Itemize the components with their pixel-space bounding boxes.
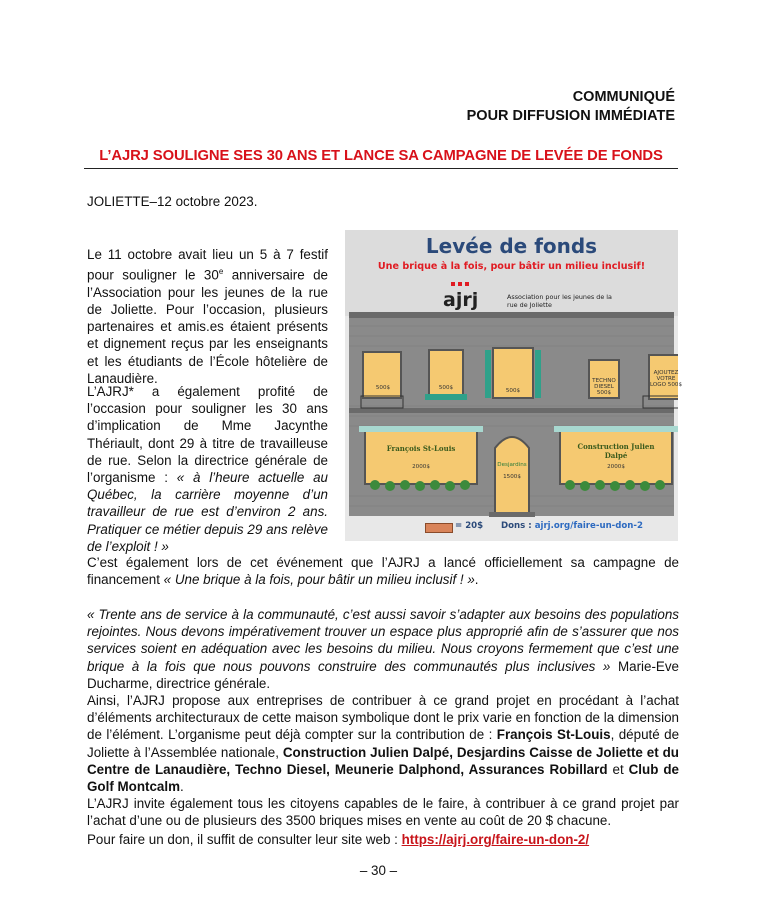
ajrj-logo: ajrj bbox=[443, 289, 479, 311]
paragraph-4-quote: « Trente ans de service à la communauté, c’est aussi savoir s’adapter aux besoins des populations rejointes. Nous devons impérativement trouver un espace plus approprié afin de s’assurer que nos services soient en adéquation avec les besoins du milieu. Nous croyons fermement que c’est une brique à la fois que nous pouvons construire des communautés plus inclusives » bbox=[87, 607, 679, 674]
paragraph-3-text: C’est également lors de cet événement que l’AJRJ a lancé officiellement sa campagne de financement bbox=[87, 555, 679, 588]
press-release-title: L’AJRJ SOULIGNE SES 30 ANS ET LANCE SA CAMPAGNE DE LEVÉE DE FONDS bbox=[84, 148, 678, 169]
dateline: JOLIETTE–12 octobre 2023. bbox=[87, 194, 258, 209]
big-window-2-sponsor: Construction Julien Dalpé bbox=[577, 442, 655, 460]
paragraph-5 bbox=[87, 692, 679, 830]
paragraph-2 bbox=[87, 383, 328, 555]
door-sponsor: Desjardins bbox=[497, 462, 527, 468]
paragraph-3-end: . bbox=[474, 572, 479, 588]
ajrj-logo-text: Association pour les jeunes de la rue de Joliette bbox=[507, 293, 612, 309]
paragraph-5-t1: Ainsi, l’AJRJ propose aux entreprises de contribuer à ce grand projet en procédant à l’achat d’éléments architecturaux de cette maison symbolique dont le prix varie en fonction de la dimension de l’élément. L’organisme peut déjà compter sur la contribution de : bbox=[87, 693, 679, 743]
paragraph-6-text: Pour faire un don, il suffit de consulter leur site web : bbox=[87, 832, 402, 847]
paragraph-6 bbox=[87, 831, 679, 848]
window-4-label: TECHNO DIESEL 500$ bbox=[592, 378, 616, 396]
header-communique: COMMUNIQUÉ bbox=[572, 89, 675, 105]
big-window-2-price: 2000$ bbox=[607, 464, 625, 470]
brick-legend-label: = 20$ bbox=[455, 521, 484, 531]
window-1-label: 500$ bbox=[375, 385, 391, 391]
poster-title: Levée de fonds bbox=[425, 234, 598, 258]
header-diffusion: POUR DIFFUSION IMMÉDIATE bbox=[466, 108, 675, 124]
paragraph-1-text-b: anniversaire de l’Association pour les jeunes de la rue de Joliette. Pour l’occasion, plusieurs partenaires et amis.es étaient présents et dignement reçus par les enseignants et les étudiants de l’École hôtelière de Lanaudière. bbox=[87, 267, 328, 386]
big-window-1-sponsor: François St-Louis bbox=[386, 444, 456, 453]
brick-legend-icon bbox=[425, 523, 453, 533]
window-5-label: AJOUTEZ VOTRE LOGO 500$ bbox=[649, 370, 683, 388]
paragraph-5-t4: . bbox=[180, 779, 184, 795]
superscript-e: e bbox=[218, 267, 224, 277]
donation-link[interactable]: https://ajrj.org/faire-un-don-2/ bbox=[401, 832, 590, 847]
paragraph-5-t3: et bbox=[607, 761, 629, 777]
fundraising-poster bbox=[345, 230, 683, 541]
big-window-1-price: 2000$ bbox=[412, 464, 430, 470]
paragraph-3 bbox=[87, 554, 679, 588]
sponsor-club-golf: Club de Golf Montcalm bbox=[87, 761, 679, 795]
poster-subtitle: Une brique à la fois, pour bâtir un milieu inclusif! bbox=[377, 261, 646, 272]
paragraph-4-attribution: Marie-Eve Ducharme, directrice générale. bbox=[87, 658, 679, 691]
paragraph-1-text-a: Le 11 octobre avait lieu un 5 à 7 festif pour souligner le 30 bbox=[87, 247, 328, 283]
sponsor-francois-st-louis: François St-Louis bbox=[496, 727, 611, 743]
sponsor-list: Construction Julien Dalpé, Desjardins Caisse de Joliette et du Centre de Lanaudière, Techno Diesel, Meunerie Dalphond, Assurances Robillard bbox=[87, 744, 679, 777]
paragraph-2-text: L’AJRJ* a également profité de l’occasion pour souligner les 30 ans d’implication de Mme Jacynthe Thériault, dont 29 à titre de travailleuse de rue. Selon la directrice générale de l’organisme : bbox=[87, 384, 328, 486]
paragraph-5-t5: L’AJRJ invite également tous les citoyens capables de le faire, à contribuer à ce grand projet par l’achat d’une ou de plusieurs des 3500 briques mises en vente au coût de 20 $ chacune. bbox=[87, 796, 679, 829]
page-number: – 30 – bbox=[359, 863, 398, 878]
paragraph-1 bbox=[87, 246, 328, 387]
donation-url: ajrj.org/faire-un-don-2 bbox=[534, 521, 643, 531]
window-2-label: 500$ bbox=[438, 385, 454, 391]
paragraph-2-quote: « à l’heure actuelle au Québec, la carrière moyenne d’un travailleur de rue est d’environ 2 ans. Pratiquer ce métier depuis 29 ans relève de l’exploit ! » bbox=[87, 470, 328, 554]
window-3-label: 500$ bbox=[505, 388, 521, 394]
donation-line bbox=[501, 521, 643, 531]
paragraph-3-quote: « Une brique à la fois, pour bâtir un milieu inclusif ! » bbox=[163, 572, 475, 588]
donation-label: Dons : bbox=[501, 521, 535, 531]
paragraph-4 bbox=[87, 606, 679, 692]
paragraph-5-t2: , député de Joliette à l’Assemblée nationale, bbox=[87, 727, 680, 760]
door-price: 1500$ bbox=[503, 474, 521, 480]
